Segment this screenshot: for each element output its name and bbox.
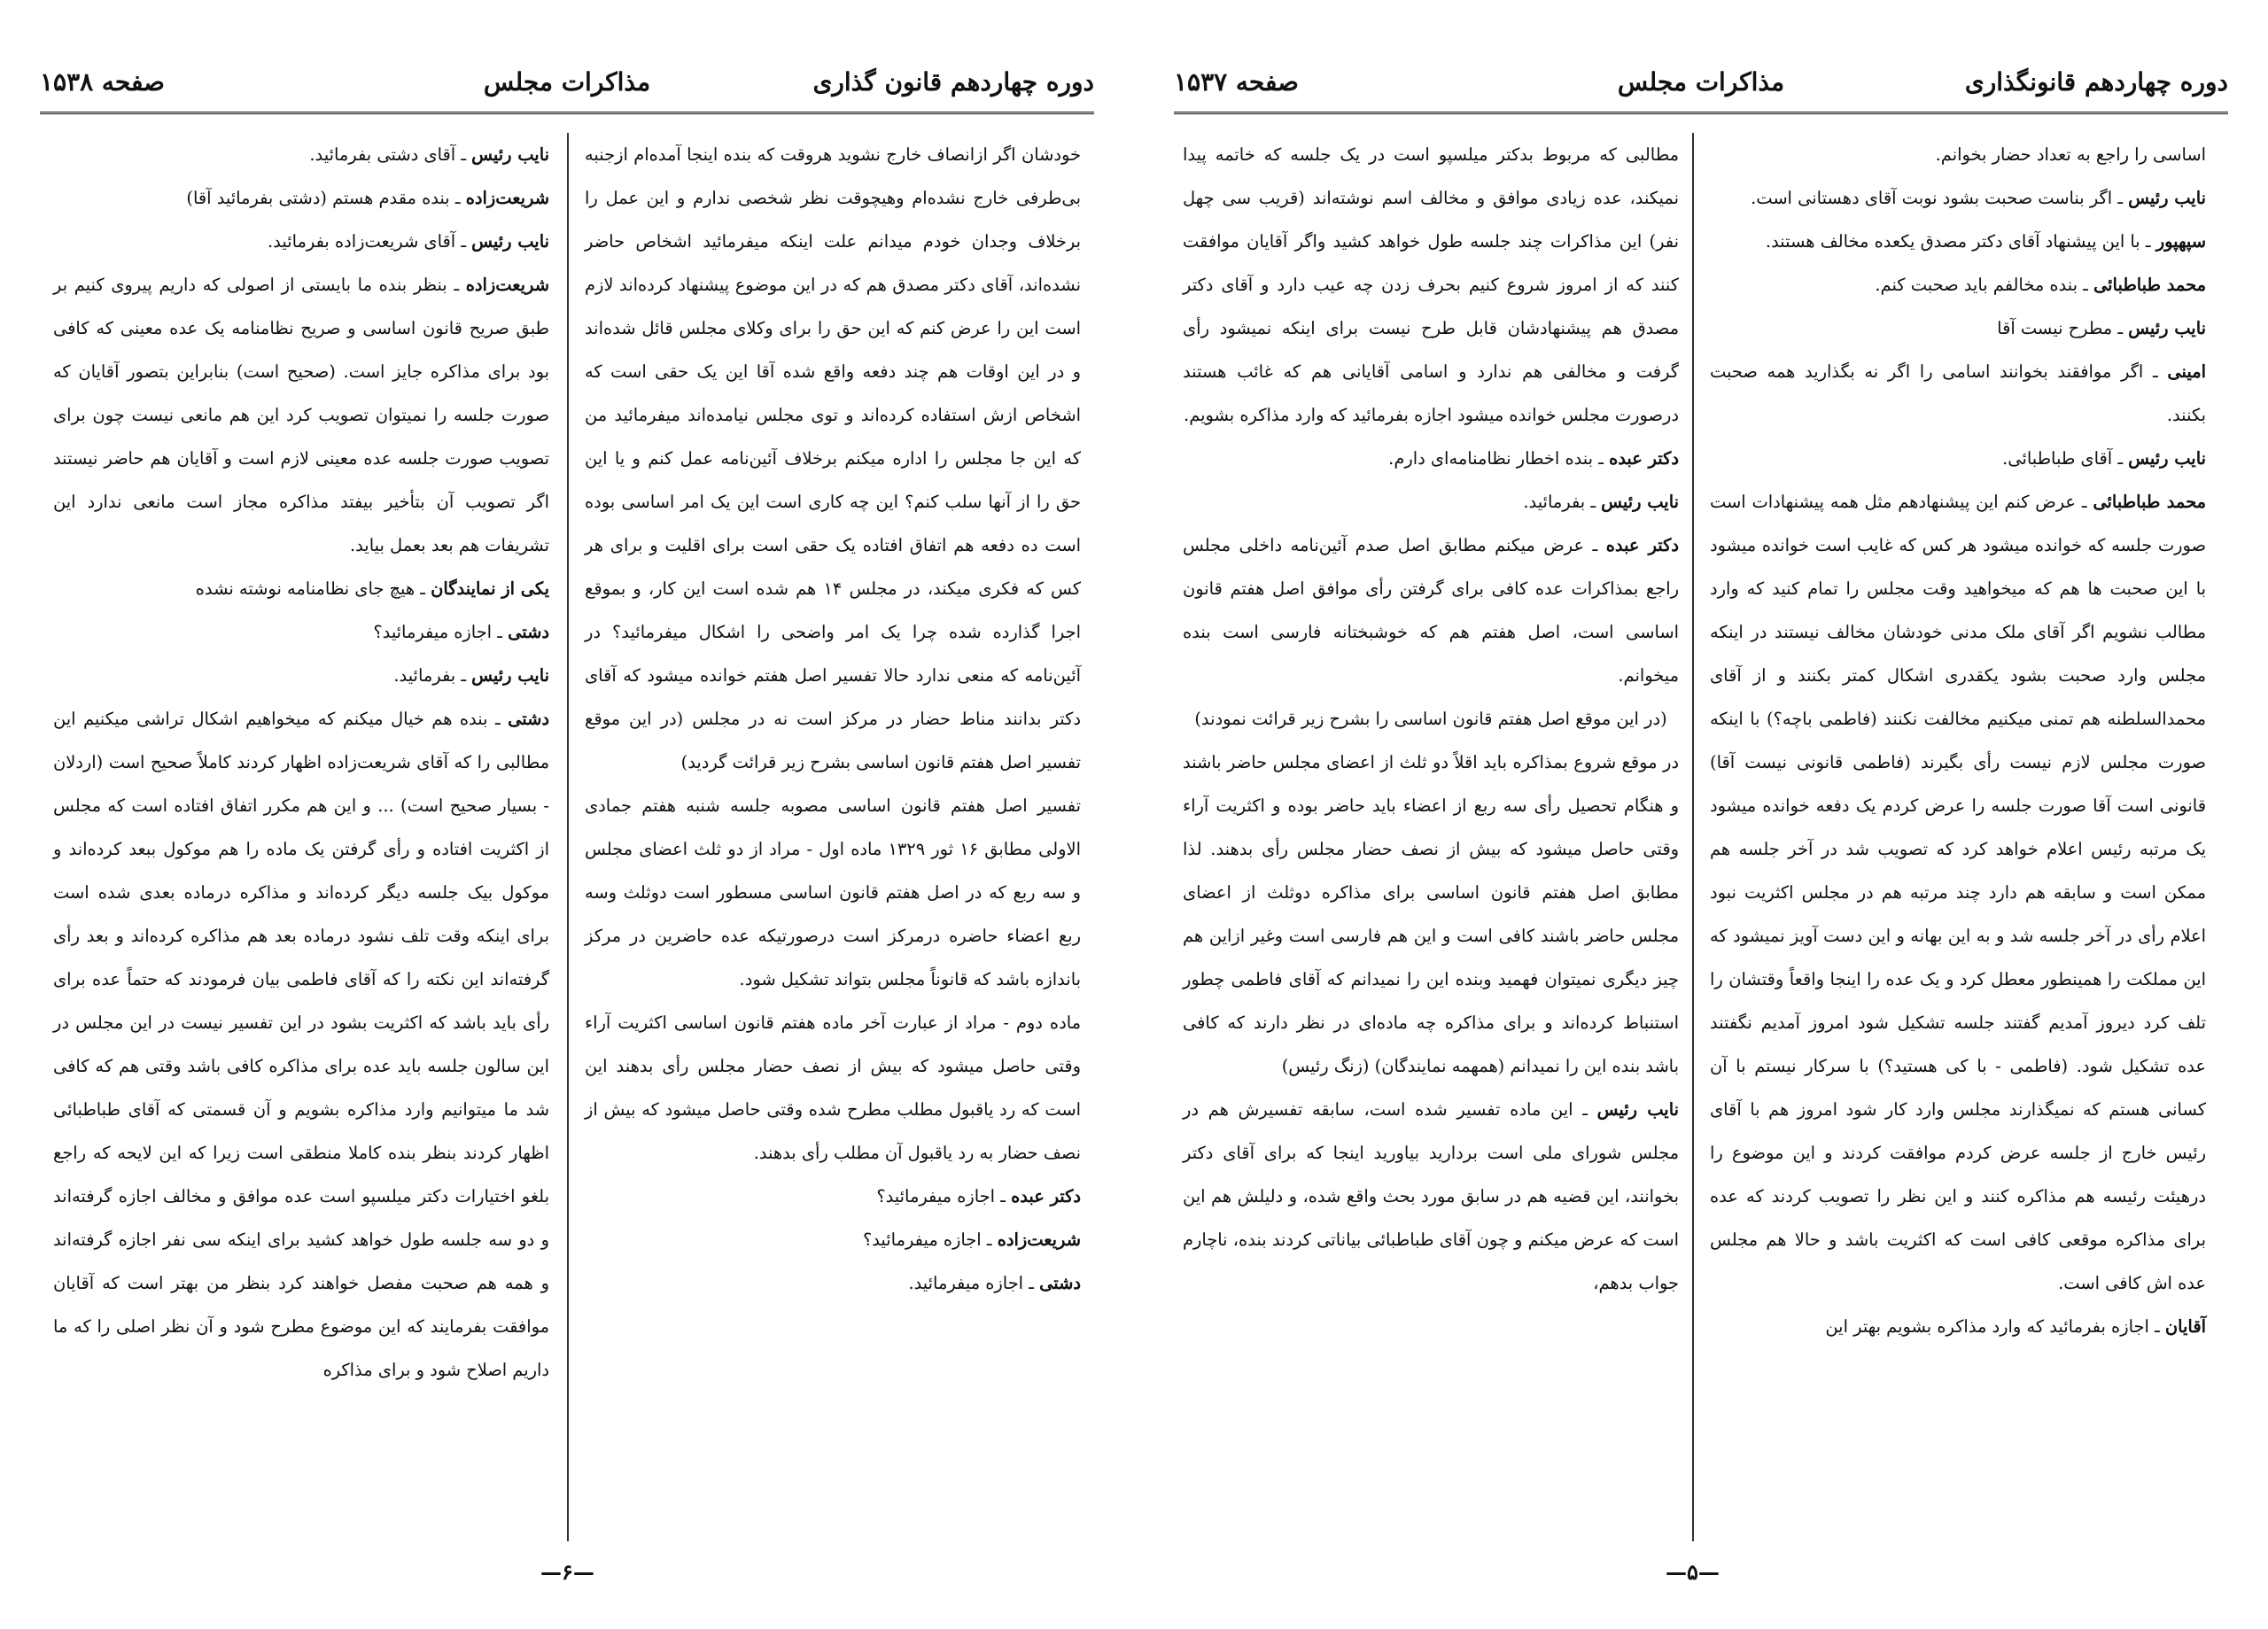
paragraph — [585, 1001, 1081, 1175]
paragraph-text: بنده هم خیال میکنم که میخواهیم اشکال تراشی میکنیم این مطالبی را که آقای شریعت‌زاده اظهار کردند کاملاً صحیح است (اردلان - بسیار صحیح است) ... و این هم مکرر اتفاق افتاده است که مجلس از اکثریت افتاده و رأی گرفتن یک ماده را هم موکول ببعد کرده‌اند و موکول بیک جلسه دیگر کرده‌اند و مذاکره درماده بعدی شده است برای اینکه وقت تلف نشود درماده بعد هم مذاکره کرده‌اند و بعد رأی گرفته‌اند این نکته را که آقای فاطمی بیان فرمودند که حتماً عده برای رأی باید باشد که اکثریت بشود در این تفسیر نیست در این مجلس در این سالون جلسه باید عده برای مذاکره کافی باشد وقتی هم که کافی شد ما میتوانیم وارد مذاکره بشویم و آن قسمتی که آقای طباطبائی اظهار کردند بنظر بنده کاملا منطقی است زیرا که این لایحه که راجع بلغو اختیارات دکتر میلسپو است عده موافق و مخالف اجازه گرفته‌اند و دو سه جلسه طول خواهد کشید برای اینکه سی نفر اجازه گرفته‌اند و همه هم صحبت مفصل خواهند کرد بنظر من بهتر است که آقایان موافقت بفرمایند که این موضوع مطرح شود و آن نظر اصلی را که ما داریم اصلاح شود و برای مذاکره — [53, 709, 549, 1380]
paragraph-text: اجازه میفرمائید؟ — [862, 1230, 982, 1250]
paragraph-text: هیچ جای نظامنامه نوشته نشده — [195, 578, 416, 599]
speaker-name: نایب رئیس — [471, 231, 549, 252]
paragraph — [53, 263, 549, 567]
speaker-separator: ـ — [995, 1186, 1012, 1206]
speaker-separator: ـ — [1584, 535, 1606, 555]
paragraph — [1183, 741, 1679, 1088]
paragraph-text: خودشان اگر ازانصاف خارج نشوید هروقت که بنده اینجا آمده‌ام ازجنبه بی‌طرفی خارج نشده‌ام وهیچوقت نظر شخصی ندارم و این عمل را برخلاف وجدان خودم میدانم علت اینکه میفرمائید اشخاص حاضر نشده‌اند، آقای دکتر مصدق هم که در این موضوع پیشنهاد کرده‌اند لازم است این را عرض کنم که این حق را برای وکلای مجلس قائل شده‌اند و در این اوقات هم چند دفعه واقع شده آقا این یک حقی است که اشخاص ازش استفاده کرده‌اند و توی مجلس نیامده‌اند میفرمائید من که این جا مجلس را اداره میکنم برخلاف آئین‌نامه عمل کنم و یا این حق را از آنها سلب کنم؟ این چه کاری است این یک امر اساسی بوده است ده دفعه هم اتفاق افتاده یک حقی است برای اقلیت و برای هر کس که فکری میکند، در مجلس ۱۴ هم شده است این کار، و بموقع اجرا گذارده شده چرا یک امر واضحی را اشکال میفرمائید؟ در آئین‌نامه که منعی ندارد حالا تفسیر اصل هفتم خوانده میشود که آقای دکتر بدانند مناط حضار در مرکز است نه در مجلس (در این موقع تفسیر اصل هفتم قانون اساسی بشرح زیر قرائت گردید) — [585, 144, 1081, 772]
right-running-head — [1174, 62, 2228, 114]
speaker-separator: ـ — [2112, 448, 2129, 469]
speaker-name: نایب رئیس — [471, 144, 549, 165]
paragraph-text: (در این موقع اصل هفتم قانون اساسی را بشرح زیر قرائت نمودند) — [1194, 709, 1667, 729]
paragraph — [1183, 480, 1679, 524]
left-page-left-column — [53, 133, 549, 1532]
speaker-name: شریعت‌زاده — [465, 188, 549, 208]
paragraph — [1183, 697, 1679, 741]
speaker-name: نایب رئیس — [471, 665, 549, 686]
speaker-separator: ـ — [1593, 448, 1610, 469]
speaker-name: نایب رئیس — [2128, 448, 2206, 469]
page-title: مذاکرات مجلس — [1617, 67, 1785, 97]
speaker-name: محمد طباطبائی — [2093, 492, 2206, 512]
paragraph-text: بفرمائید. — [1523, 492, 1586, 512]
paragraph-text: آقای شریعت‌زاده بفرمائید. — [268, 231, 456, 252]
paragraph-text: این ماده تفسیر شده است، سابقه تفسیرش هم در مجلس شورای ملی است بردارید بیاورید اینجا که برای آقای دکتر بخوانند، این قضیه هم در سابق مورد بحث واقع شده، و دلیلش هم این است که عرض میکنم و چون آقای طباطبائی بیاناتی کردند بنده، ناچارم جواب بدهم، — [1183, 1099, 1679, 1293]
speaker-separator: ـ — [455, 231, 472, 252]
speaker-name: نایب رئیس — [1601, 492, 1679, 512]
speaker-name: دشتی — [508, 709, 549, 729]
paragraph — [1710, 350, 2206, 437]
page-number: صفحه ۱۵۳۸ — [40, 67, 165, 97]
left-page-right-column — [585, 133, 1081, 1532]
speaker-name: یکی از نمایندگان — [431, 578, 549, 599]
speaker-separator: ـ — [2076, 492, 2093, 512]
speaker-separator: ـ — [455, 144, 472, 165]
speaker-separator: ـ — [492, 622, 509, 642]
paragraph — [53, 654, 549, 697]
paragraph — [53, 567, 549, 610]
term-heading: دوره چهاردهم قانونگذاری — [1964, 67, 2228, 97]
paragraph-text: اجازه میفرمائید. — [908, 1273, 1024, 1293]
folio: —۵— — [1666, 1559, 1720, 1585]
speaker-separator: ـ — [2143, 361, 2168, 382]
paragraph — [1183, 524, 1679, 697]
paragraph — [1183, 133, 1679, 437]
paragraph-text: آقای دشتی بفرمائید. — [309, 144, 456, 165]
paragraph-text: مطرح نیست آقا — [1997, 318, 2113, 338]
paragraph-text: با این پیشنهاد آقای دکتر مصدق یکعده مخالف هستند. — [1765, 231, 2140, 252]
right-page — [1134, 0, 2268, 1629]
paragraph — [53, 133, 549, 176]
paragraph — [1710, 176, 2206, 220]
paragraph-text: اجازه بفرمائید که وارد مذاکره بشویم بهتر این — [1825, 1316, 2149, 1337]
right-page-right-column — [1710, 133, 2206, 1532]
speaker-name: سپهپور — [2155, 231, 2206, 252]
speaker-name: محمد طباطبائی — [2093, 275, 2206, 295]
folio: —۶— — [540, 1559, 594, 1585]
speaker-separator: ـ — [449, 188, 466, 208]
paragraph — [1710, 220, 2206, 263]
paragraph — [1710, 480, 2206, 1305]
speaker-name: شریعت‌زاده — [465, 275, 549, 295]
speaker-separator: ـ — [487, 709, 509, 729]
paragraph — [585, 133, 1081, 784]
speaker-name: نایب رئیس — [1596, 1099, 1679, 1120]
paragraph-text: اگر بناست صحبت بشود نوبت آقای دهستانی است. — [1751, 188, 2113, 208]
right-page-left-column — [1183, 133, 1679, 1532]
paragraph — [1183, 1088, 1679, 1305]
paragraph-text: بفرمائید. — [393, 665, 456, 686]
speaker-name: امینی — [2167, 361, 2207, 382]
left-running-head — [40, 62, 1094, 114]
paragraph-text: عرض کنم این پیشنهادهم مثل همه پیشنهادات است صورت جلسه که خوانده میشود هر کس که غایب است خوانده میشود با این صحبت ها هم که میخواهید وقت مجلس را تمام کنید که وارد مطالب نشویم اگر آقای ملک مدنی خودشان مخالف نیستند در اینکه مجلس وارد صحبت بشود یکقدری اشکال کمتر بکنند و از آقای محمدالسلطنه هم تمنی میکنیم مخالفت نکنند (فاطمی باچه؟) با اینکه صورت مجلس لازم نیست رأی بگیرند (فاطمی قانونی نیست آقا) قانونی است آقا صورت جلسه را عرض کردم یک دفعه خوانده میشود یک مرتبه رئیس اعلام خواهد کرد که تصویب شد در آخر جلسه هم ممکن است و سابقه هم دارد چند مرتبه هم در مجلس اکثریت نبود اعلام رأی در آخر جلسه شد و به این بهانه و این دست آویز نمیشود که این مملکت را همینطور معطل کرد و یک عده را اینجا واقعاً وقتشان را تلف کرد دیروز آمدیم گفتند جلسه تشکیل شود امروز آمدیم نگفتند عده تشکیل شود. (فاطمی - با کی هستید؟) با سرکار نیستم با آن کسانی هستم که نمیگذارند مجلس وارد کار شود امروز هم با آقای رئیس خارج از جلسه عرض کردم موافقت کردند و این موضوع را درهیئت رئیسه هم مذاکره کنند و این نظر را تصویب کردند که عده برای مذاکره موقعی کافی است که اکثریت باشد و حالا هم مجلس عده اش کافی است. — [1710, 492, 2206, 1293]
paragraph — [53, 176, 549, 220]
paragraph-text: عرض میکنم مطابق اصل صدم آئین‌نامه داخلی مجلس راجع بمذاکرات عده کافی برای گرفتن رأی موافق اصل هفتم قانون اساسی است، اصل هفتم هم که خوشبختانه فارسی است بنده میخوانم. — [1183, 535, 1679, 686]
paragraph-text: اگر موافقند بخوانند اسامی را اگر نه بگذارید همه صحبت بکنند. — [1710, 361, 2206, 425]
page-number: صفحه ۱۵۳۷ — [1174, 67, 1299, 97]
paragraph — [1710, 306, 2206, 350]
paragraph — [585, 1261, 1081, 1305]
page-title: مذاکرات مجلس — [483, 67, 651, 97]
speaker-separator: ـ — [2112, 318, 2129, 338]
paragraph-text: مطالبی که مربوط بدکتر میلسپو است در یک جلسه که خاتمه پیدا نمیکند، عده زیادی موافق و مخالف اسم نوشته‌اند (قریب سی چهل نفر) این مذاکرات چند جلسه طول خواهد کشید واگر آقایان موافقت کنند که از امروز شروع کنیم بحرف زدن چه عیب دارد و آقای دکتر مصدق هم پیشنهادشان قابل طرح نیست برای اینکه نمیشود رأی گرفت و مخالفی هم ندارد و اسامی آقایانی هم که غائب هستند درصورت مجلس خوانده میشود اجازه بفرمائید که وارد مذاکره بشویم. — [1183, 144, 1679, 425]
paragraph — [1710, 133, 2206, 176]
speaker-name: آقایان — [2164, 1316, 2206, 1337]
paragraph-text: ماده دوم - مراد از عبارت آخر ماده هفتم قانون اساسی اکثریت آراء وقتی حاصل میشود که بیش از نصف حضار مجلس رأی بدهند این است که رد یاقبول مطلب مطرح شده وقتی حاصل میشود که بیش از نصف حضار به رد یاقبول آن مطلب رأی بدهند. — [585, 1012, 1081, 1163]
speaker-separator: ـ — [415, 578, 431, 599]
speaker-separator: ـ — [455, 665, 472, 686]
speaker-name: نایب رئیس — [2128, 188, 2206, 208]
speaker-separator: ـ — [1573, 1099, 1597, 1120]
paragraph-text: اجازه میفرمائید؟ — [876, 1186, 996, 1206]
paragraph-text: بنظر بنده ما بایستی از اصولی که داریم پیروی کنیم بر طبق صریح قانون اساسی و صریح نظامنامه یک عده معینی که کافی بود برای مذاکره جایز است. (صحیح است) بنابراین بتصور آقایان که صورت جلسه را نمیتوان تصویب کرد این هم مانعی نیست چون برای تصویب صورت جلسه عده معینی لازم است و آقایان هم حاضر نیستند اگر تصویب آن بتأخیر بیفتد مذاکره مجاز است مانعی ندارد این تشریفات هم بعد بعمل بیاید. — [53, 275, 549, 555]
column-divider — [567, 133, 569, 1541]
paragraph — [53, 220, 549, 263]
column-divider — [1692, 133, 1694, 1541]
paragraph — [53, 610, 549, 654]
speaker-separator: ـ — [447, 275, 466, 295]
paragraph-text: بنده مقدم هستم (دشتی بفرمائید آقا) — [186, 188, 450, 208]
speaker-name: دکتر عبده — [1011, 1186, 1081, 1206]
speaker-name: دکتر عبده — [1609, 448, 1679, 469]
paragraph — [585, 1218, 1081, 1261]
paragraph-text: بنده مخالفم باید صحبت کنم. — [1875, 275, 2078, 295]
paragraph — [1183, 437, 1679, 480]
speaker-name: شریعت‌زاده — [997, 1230, 1081, 1250]
paragraph-text: آقای طباطبائی. — [2002, 448, 2113, 469]
speaker-name: نایب رئیس — [2128, 318, 2206, 338]
speaker-separator: ـ — [1585, 492, 1602, 512]
paragraph-text: اساسی را راجع به تعداد حضار بخوانم. — [1935, 144, 2206, 165]
paragraph — [1710, 1305, 2206, 1348]
speaker-name: دکتر عبده — [1605, 535, 1680, 555]
term-heading: دوره چهاردهم قانون گذاری — [812, 67, 1094, 97]
speaker-separator: ـ — [2077, 275, 2093, 295]
paragraph-text: اجازه میفرمائید؟ — [373, 622, 493, 642]
speaker-separator: ـ — [981, 1230, 998, 1250]
paragraph-text: بنده اخطار نظامنامه‌ای دارم. — [1388, 448, 1594, 469]
paragraph — [585, 1175, 1081, 1218]
speaker-separator: ـ — [2112, 188, 2129, 208]
speaker-name: دشتی — [508, 622, 549, 642]
speaker-separator: ـ — [2140, 231, 2156, 252]
speaker-separator: ـ — [2148, 1316, 2165, 1337]
paragraph — [1710, 263, 2206, 306]
paragraph-text: در موقع شروع بمذاکره باید اقلاً دو ثلث از اعضای مجلس حاضر باشند و هنگام تحصیل رأی سه ربع از اعضاء باید حاضر بوده و اکثریت آراء وقتی حاصل میشود که بیش از نصف حضار مجلس رأی بدهند. لذا مطابق اصل هفتم قانون اساسی برای مذاکره دوثلث از اعضای مجلس حاضر باشند کافی است و این هم فارسی است وغیر ازاین هم چیز دیگری نمیتوان فهمید وبنده این را نمیدانم که آقای فاطمی چطور استنباط کرده‌اند و برای مذاکره چه ماده‌ای در نظر دارند که کافی باشد بنده این را نمیدانم (همهمه نمایندگان) (زنگ رئیس) — [1183, 752, 1679, 1076]
speaker-separator: ـ — [1023, 1273, 1040, 1293]
paragraph-text: تفسیر اصل هفتم قانون اساسی مصوبه جلسه شنبه هفتم جمادی الاولی مطابق ۱۶ ثور ۱۳۲۹ ماده اول - مراد از دو ثلث اعضای مجلس و سه ربع که در اصل هفتم قانون اساسی مسطور است دوثلث وسه ربع اعضاء حاضره درمرکز است درصورتیکه عده حاضرین در مرکز باندازه باشد که قانوناً مجلس بتواند تشکیل شود. — [585, 795, 1081, 989]
speaker-name: دشتی — [1039, 1273, 1081, 1293]
paragraph — [1710, 437, 2206, 480]
paragraph — [53, 697, 549, 1392]
paragraph — [585, 784, 1081, 1001]
